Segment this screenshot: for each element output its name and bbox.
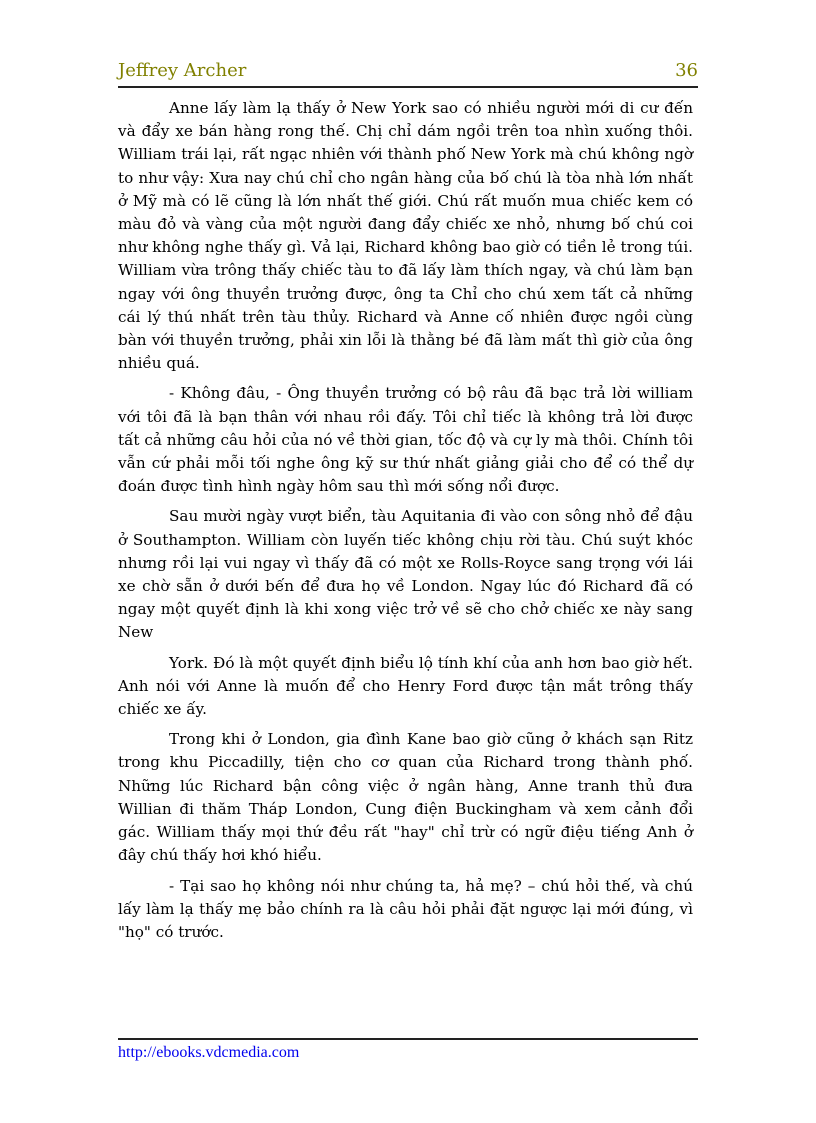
footer-divider	[118, 1038, 698, 1040]
paragraph-1: Anne lấy làm lạ thấy ở New York sao có nhiều người mới di cư đến và đẩy xe bán hàng rong thế. Chị chỉ dám ngồi trên toa nhìn xuống thôi. William trái lại, rất ngạc nhiên với thành phố New York mà chú không ngờ to như vậy: Xưa nay chú chỉ cho ngân hàng của bố chú là tòa nhà lớn nhất ở Mỹ mà có lẽ cũng là lớn nhất thế giới. Chú rất muốn mua chiếc kem có màu đỏ và vàng của một người đang đẩy chiếc xe nhỏ, nhưng bố chú coi như không nghe thấy gì. Vả lại, Richard không bao giờ có tiền lẻ trong túi. William vừa trông thấy chiếc tàu to đã lấy làm thích ngay, và chú làm bạn ngay với ông thuyền trưởng được, ông ta Chỉ cho chú xem tất cả những cái lý thú nhất trên tàu thủy. Richard và Anne cố nhiên được ngồi cùng bàn với thuyền trưởng, phải xin lỗi là thằng bé đã làm mất thì giờ của ông nhiều quá.	[118, 99, 693, 373]
paragraph-6: - Tại sao họ không nói như chúng ta, hả mẹ? – chú hỏi thế, và chú lấy làm lạ thấy mẹ bảo chính ra là câu hỏi phải đặt ngược lại mới đúng, vì "họ" có trước.	[118, 876, 693, 941]
paragraph-3: Sau mười ngày vượt biển, tàu Aquitania đi vào con sông nhỏ để đậu ở Southampton. William còn luyến tiếc không chịu rời tàu. Chú suýt khóc nhưng rồi lại vui ngay vì thấy đã có một xe Rolls-Royce sang trọng với lái xe chờ sẵn ở dưới bến để đưa họ về London. Ngay lúc đó Richard đã có ngay một quyết định là khi xong việc trở về sẽ cho chở chiếc xe này sang New	[118, 507, 693, 642]
page-header	[118, 58, 698, 84]
header-divider	[118, 86, 698, 88]
paragraph-2: - Không đâu, - Ông thuyền trưởng có bộ râu đã bạc trả lời william với tôi đã là bạn thân với nhau rồi đấy. Tôi chỉ tiếc là không trả lời được tất cả những câu hỏi của nó về thời gian, tốc độ và cự ly mà thôi. Chính tôi vẫn cứ phải mỗi tối nghe ông kỹ sư thứ nhất giảng giải cho để có thể dự đoán được tình hình ngày hôm sau thì mới sống nổi được.	[118, 384, 693, 496]
paragraph-5: Trong khi ở London, gia đình Kane bao giờ cũng ở khách sạn Ritz trong khu Piccadilly, tiện cho cơ quan của Richard trong thành phố. Những lúc Richard bận công việc ở ngân hàng, Anne tranh thủ đưa Willian đi thăm Tháp London, Cung điện Buckingham và xem cảnh đổi gác. William thấy mọi thứ đều rất "hay" chỉ trừ có ngữ điệu tiếng Anh ở đây chú thấy hơi khó hiểu.	[118, 730, 693, 865]
page-body	[118, 97, 693, 951]
page-number: 36	[675, 60, 698, 81]
footer-link[interactable]: http://ebooks.vdcmedia.com	[118, 1044, 300, 1061]
header-author: Jeffrey Archer	[118, 60, 247, 81]
paragraph-4: York. Đó là một quyết định biểu lộ tính khí của anh hơn bao giờ hết. Anh nói với Anne là muốn để cho Henry Ford được tận mắt trông thấy chiếc xe ấy.	[118, 653, 693, 719]
